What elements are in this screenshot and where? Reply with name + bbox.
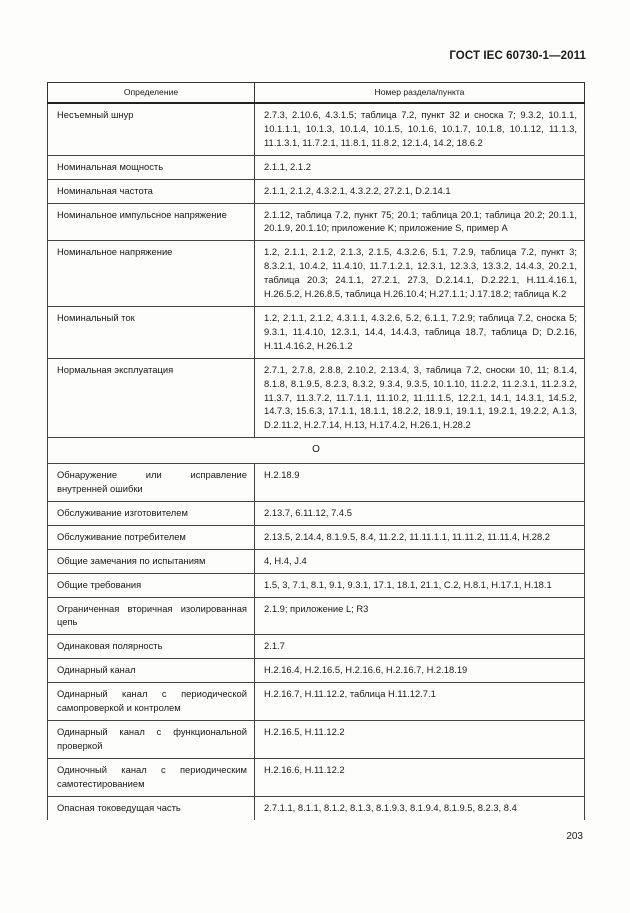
term-cell: Номинальное импульсное напряжение [48,203,255,241]
term-cell: Одинарный канал с функциональной проверкой [48,721,255,759]
table-row [48,659,585,683]
term-cell: Обнаружение или исправление внутренней ошибки [48,464,255,502]
term-cell: Номинальная частота [48,179,255,203]
table-row [48,179,585,203]
refs-cell: 2.1.7 [255,635,585,659]
refs-cell: 2.7.3, 2.10.6, 4.3.1.5; таблица 7.2, пункт 32 и сноска 7; 9.3.2, 10.1.1, 10.1.1.1, 10.1.3, 10.1.4, 10.1.5, 10.1.6, 10.1.7, 10.1.8, 10.1.12, 11.1.3, 11.1.3.1, 11.7.2.1, 11.8.1, 11.8.2, 12.1.4, 14.2, 18.6.2 [255,103,585,155]
column-header-definition: Определение [48,83,255,104]
refs-cell: 2.1.12, таблица 7.2, пункт 75; 20.1; таблица 20.1; таблица 20.2; 20.1.1, 20.1.9, 20.1.10; приложение K; приложение S, пример A [255,203,585,241]
refs-cell: 2.1.1, 2.1.2, 4.3.2.1, 4.3.2.2, 27.2.1, D.2.14.1 [255,179,585,203]
table-row [48,549,585,573]
refs-cell: H.2.16.5, H.11.12.2 [255,721,585,759]
table-row [48,464,585,502]
page-number: 203 [566,831,583,842]
refs-cell: H.2.18.9 [255,464,585,502]
term-cell: Общие замечания по испытаниям [48,549,255,573]
refs-cell: 1.2, 2.1.1, 2.1.2, 2.1.3, 2.1.5, 4.3.2.6, 5.1, 7.2.9, таблица 7.2, пункт 3; 8.3.2.1, 10.4.2, 11.4.10, 11.7.1.2.1, 12.3.1, 12.3.3, 13.3.2, 14.4.3, 20.2.1, таблица 20.3; 24.1.1, 27.2.1, 27.3, D.2.14.1, D.2.22.1, H.11.4.16.1, H.26.5.2, H.26.8.5, таблица H.26.10.4; H.27.1.1; J.17.18.2; таблица K.2 [255,241,585,307]
table-row [48,597,585,635]
term-cell: Обслуживание потребителем [48,525,255,549]
term-cell: Ограниченная вторичная изолированная цепь [48,597,255,635]
term-cell: Опасная токоведущая часть [48,796,255,819]
refs-cell: 2.1.1, 2.1.2 [255,155,585,179]
term-cell: Одинарный канал [48,659,255,683]
refs-cell: 2.7.1, 2.7.8, 2.8.8, 2.10.2, 2.13.4, 3, таблица 7.2, сноски 10, 11; 8.1.4, 8.1.8, 8.1.9.5, 8.2.3, 8.3.2, 9.3.4, 9.3.5, 10.1.10, 11.2.2, 11.2.3.1, 11.2.3.2, 11.3.7, 11.3.7.2, 11.7.1.1, 11.10.2, 11.11.1.5, 12.2.1, 14.1, 14.3.1, 14.5.2, 14.7.3, 15.6.3, 17.1.1, 18.1.1, 18.2.2, 18.9.1, 19.1.1, 19.2.1, 19.2.2, A.1.3, D.2.11.2, H.2.7.14, H.13, H.17.4.2, H.26.1, H.28.2 [255,358,585,438]
refs-cell: 2.13.7, 6.11.12, 7.4.5 [255,501,585,525]
term-cell: Общие требования [48,573,255,597]
term-cell: Номинальное напряжение [48,241,255,307]
table-row [48,635,585,659]
table-header-row [48,83,585,104]
table-row [48,796,585,819]
term-cell: Одинаковая полярность [48,635,255,659]
term-cell: Номинальная мощность [48,155,255,179]
subject-index-table [47,82,585,820]
refs-cell: 2.13.5, 2.14.4, 8.1.9.5, 8.4, 11.2.2, 11.11.1.1, 11.11.2, 11.11.4, H.28.2 [255,525,585,549]
table-row [48,758,585,796]
table-row [48,501,585,525]
table-row [48,241,585,307]
table-row [48,103,585,155]
refs-cell: 2.7.1.1, 8.1.1, 8.1.2, 8.1.3, 8.1.9.3, 8.1.9.4, 8.1.9.5, 8.2.3, 8.4 [255,796,585,819]
table-row [48,721,585,759]
refs-cell: 1.5, 3, 7.1, 8.1, 9.1, 9.3.1, 17.1, 18.1, 21.1, C.2, H.8.1, H.17.1, H.18.1 [255,573,585,597]
term-cell: Нормальная эксплуатация [48,358,255,438]
table-row [48,573,585,597]
table-row [48,306,585,358]
section-letter: О [48,438,585,464]
refs-cell: H.2.16.7, H.11.12.2, таблица H.11.12.7.1 [255,683,585,721]
refs-cell: H.2.16.6, H.11.12.2 [255,758,585,796]
refs-cell: 1.2, 2.1.1, 2.1.2, 4.3.1.1, 4.3.2.6, 5.2, 6.1.1, 7.2.9; таблица 7.2, сноска 5; 9.3.1, 11.4.10, 12.3.1, 14.4, 14.4.3, таблица 18.7, таблица D; D.2.16, H.11.4.16.2, H.26.1.2 [255,306,585,358]
term-cell: Одиночный канал с периодическим самотестированием [48,758,255,796]
section-letter-row [48,438,585,464]
table-row [48,683,585,721]
refs-cell: 4, H.4, J.4 [255,549,585,573]
table-row [48,203,585,241]
document-header: ГОСТ IEC 60730-1—2011 [449,50,586,62]
term-cell: Несъемный шнур [48,103,255,155]
table-row [48,525,585,549]
term-cell: Обслуживание изготовителем [48,501,255,525]
term-cell: Номинальный ток [48,306,255,358]
refs-cell: 2.1.9; приложение L; R3 [255,597,585,635]
table-row [48,155,585,179]
refs-cell: H.2.16.4, H.2.16.5, H.2.16.6, H.2.16.7, H.2.18.19 [255,659,585,683]
table-row [48,358,585,438]
term-cell: Одинарный канал с периодической самопроверкой и контролем [48,683,255,721]
table-body [48,103,585,820]
column-header-section: Номер раздела/пункта [255,83,585,104]
